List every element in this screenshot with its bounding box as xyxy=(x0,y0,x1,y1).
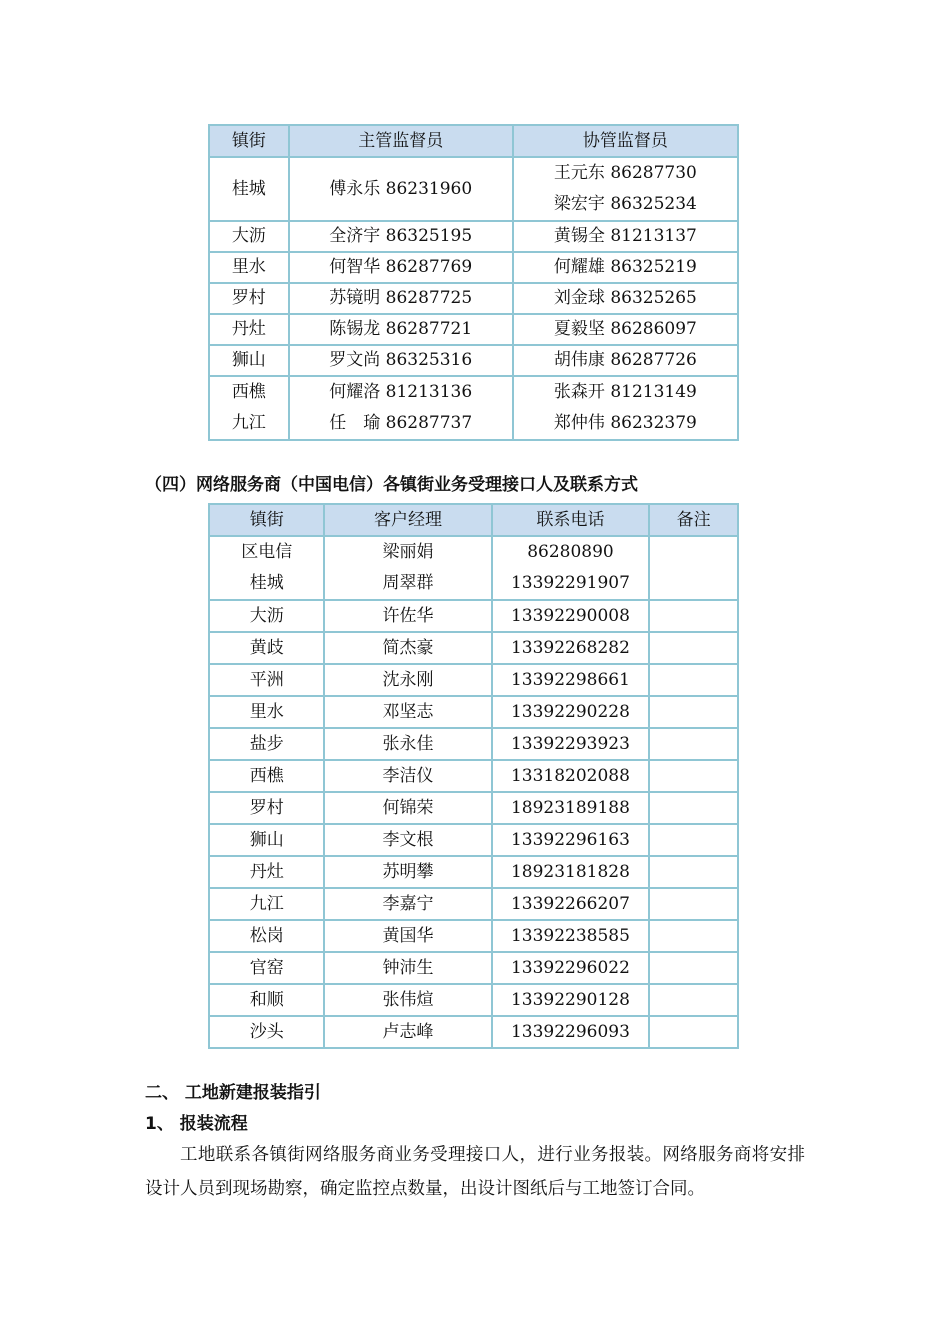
main-supervisor-cell xyxy=(289,314,513,345)
table-row xyxy=(209,314,738,345)
manager-cell xyxy=(324,664,491,696)
town-cell-line: 罗村 xyxy=(231,288,266,309)
table-row xyxy=(209,283,738,314)
town-cell-line: 平洲 xyxy=(249,669,284,690)
town-cell-line: 沙头 xyxy=(249,1021,284,1042)
manager-cell-line: 黄国华 xyxy=(382,925,434,946)
phone-cell xyxy=(492,856,650,888)
phone-cell xyxy=(492,632,650,664)
table-row xyxy=(209,760,738,792)
table-row xyxy=(209,728,738,760)
manager-cell xyxy=(324,536,491,600)
table-header-row xyxy=(209,125,738,157)
manager-cell xyxy=(324,952,491,984)
assist-supervisor-cell-line: 梁宏宇 86325234 xyxy=(553,194,697,214)
manager-cell xyxy=(324,632,491,664)
town-cell-line: 西樵 xyxy=(231,382,266,402)
table-row xyxy=(209,632,738,664)
main-supervisor-cell-line: 何智华 86287769 xyxy=(329,257,473,278)
column-header: 联系电话 xyxy=(492,504,650,536)
manager-cell xyxy=(324,984,491,1016)
table-row xyxy=(209,221,738,252)
assist-supervisor-cell-line: 黄锡全 81213137 xyxy=(553,226,697,247)
manager-cell xyxy=(324,920,491,952)
town-cell-line: 西樵 xyxy=(249,765,284,786)
town-cell-line: 黄歧 xyxy=(249,637,284,658)
town-cell xyxy=(209,314,289,345)
manager-cell-line: 邓坚志 xyxy=(382,701,434,722)
note-cell xyxy=(649,696,738,728)
column-header: 主管监督员 xyxy=(289,125,513,157)
main-supervisor-cell xyxy=(289,345,513,376)
manager-cell xyxy=(324,824,491,856)
phone-cell-line: 13392290228 xyxy=(510,701,630,722)
manager-cell xyxy=(324,728,491,760)
town-cell-line: 盐步 xyxy=(249,733,284,754)
manager-cell-line: 李洁仪 xyxy=(382,765,434,786)
phone-cell xyxy=(492,984,650,1016)
column-header: 客户经理 xyxy=(324,504,491,536)
section-4-title: （四）网络服务商（中国电信）各镇街业务受理接口人及联系方式 xyxy=(145,475,638,495)
main-supervisor-cell-line: 傅永乐 86231960 xyxy=(329,178,473,199)
main-supervisor-cell-line: 何耀洛 81213136 xyxy=(329,382,473,402)
note-cell xyxy=(649,536,738,600)
town-cell-line: 里水 xyxy=(231,257,266,278)
town-cell xyxy=(209,1016,324,1048)
manager-cell-line: 梁丽娟 xyxy=(382,542,434,562)
phone-cell-line: 18923189188 xyxy=(510,797,630,818)
town-cell xyxy=(209,157,289,221)
table-row xyxy=(209,792,738,824)
main-supervisor-cell-line: 任 瑜 86287737 xyxy=(329,413,473,433)
town-cell-line: 狮山 xyxy=(231,350,266,371)
table-row xyxy=(209,252,738,283)
assist-supervisor-cell-line: 王元东 86287730 xyxy=(553,163,697,183)
phone-cell xyxy=(492,536,650,600)
assist-supervisor-cell xyxy=(513,283,738,314)
phone-cell-line: 18923181828 xyxy=(510,861,630,882)
phone-cell-line: 13392291907 xyxy=(510,573,630,593)
phone-cell-line: 13392296022 xyxy=(510,957,630,978)
table-row xyxy=(209,664,738,696)
assist-supervisor-cell xyxy=(513,345,738,376)
phone-cell xyxy=(492,600,650,632)
town-cell-line: 罗村 xyxy=(249,797,284,818)
supervisor-table xyxy=(208,124,739,441)
note-cell xyxy=(649,824,738,856)
town-cell-line: 丹灶 xyxy=(231,319,266,340)
phone-cell-line: 13392293923 xyxy=(510,733,630,754)
table-row xyxy=(209,888,738,920)
phone-cell-line: 13392296163 xyxy=(510,829,630,850)
town-cell xyxy=(209,221,289,252)
town-cell-line: 丹灶 xyxy=(249,861,284,882)
town-cell-line: 九江 xyxy=(249,893,284,914)
town-cell-line: 官窑 xyxy=(249,957,284,978)
town-cell-line: 九江 xyxy=(231,413,266,433)
table-row xyxy=(209,824,738,856)
manager-cell-line: 简杰豪 xyxy=(382,637,434,658)
table-row xyxy=(209,376,738,440)
phone-cell xyxy=(492,920,650,952)
phone-cell xyxy=(492,728,650,760)
table-row xyxy=(209,600,738,632)
body-paragraph: 工地联系各镇街网络服务商业务受理接口人，进行业务报装。网络服务商将安排设计人员到现场勘察，确定监控点数量，出设计图纸后与工地签订合同。 xyxy=(145,1145,805,1199)
assist-supervisor-cell-line: 胡伟康 86287726 xyxy=(553,350,697,371)
manager-cell xyxy=(324,888,491,920)
manager-cell xyxy=(324,696,491,728)
town-cell xyxy=(209,984,324,1016)
manager-cell-line: 张伟煊 xyxy=(382,989,434,1010)
manager-cell xyxy=(324,856,491,888)
telecom-table-body xyxy=(209,536,738,1048)
assist-supervisor-cell xyxy=(513,252,738,283)
phone-cell xyxy=(492,696,650,728)
phone-cell-line: 13392290008 xyxy=(510,605,630,626)
manager-cell-line: 沈永刚 xyxy=(382,669,434,690)
assist-supervisor-cell-line: 刘金球 86325265 xyxy=(553,288,697,309)
note-cell xyxy=(649,600,738,632)
table-row xyxy=(209,1016,738,1048)
assist-supervisor-cell xyxy=(513,314,738,345)
town-cell-line: 和顺 xyxy=(249,989,284,1010)
town-cell xyxy=(209,600,324,632)
town-cell xyxy=(209,536,324,600)
town-cell xyxy=(209,696,324,728)
table-row xyxy=(209,696,738,728)
note-cell xyxy=(649,760,738,792)
phone-cell-line: 13392290128 xyxy=(510,989,630,1010)
phone-cell-line: 13392296093 xyxy=(510,1021,630,1042)
town-cell xyxy=(209,888,324,920)
manager-cell xyxy=(324,1016,491,1048)
town-cell xyxy=(209,856,324,888)
assist-supervisor-cell-line: 郑仲伟 86232379 xyxy=(553,413,697,433)
main-supervisor-cell xyxy=(289,283,513,314)
town-cell xyxy=(209,760,324,792)
town-cell xyxy=(209,283,289,314)
phone-cell xyxy=(492,888,650,920)
town-cell xyxy=(209,824,324,856)
column-header: 镇街 xyxy=(209,504,324,536)
town-cell-line: 大沥 xyxy=(249,605,284,626)
manager-cell xyxy=(324,760,491,792)
phone-cell xyxy=(492,952,650,984)
main-supervisor-cell xyxy=(289,221,513,252)
manager-cell-line: 钟沛生 xyxy=(382,957,434,978)
main-supervisor-cell-line: 陈锡龙 86287721 xyxy=(329,319,473,340)
note-cell xyxy=(649,632,738,664)
town-cell-line: 区电信 xyxy=(241,542,293,562)
phone-cell-line: 13392298661 xyxy=(510,669,630,690)
assist-supervisor-cell-line: 张森开 81213149 xyxy=(553,382,697,402)
assist-supervisor-cell xyxy=(513,157,738,221)
town-cell xyxy=(209,952,324,984)
table-header-row xyxy=(209,504,738,536)
supervisor-table-body xyxy=(209,157,738,440)
phone-cell-line: 13318202088 xyxy=(510,765,630,786)
town-cell-line: 松岗 xyxy=(249,925,284,946)
phone-cell-line: 13392268282 xyxy=(510,637,630,658)
telecom-contact-table xyxy=(208,503,739,1049)
note-cell xyxy=(649,792,738,824)
table-row xyxy=(209,920,738,952)
note-cell xyxy=(649,1016,738,1048)
town-cell xyxy=(209,664,324,696)
town-cell xyxy=(209,376,289,440)
note-cell xyxy=(649,952,738,984)
town-cell-line: 狮山 xyxy=(249,829,284,850)
main-supervisor-cell-line: 苏镜明 86287725 xyxy=(329,288,473,309)
manager-cell xyxy=(324,600,491,632)
manager-cell-line: 张永佳 xyxy=(382,733,434,754)
column-header: 备注 xyxy=(649,504,738,536)
main-supervisor-cell xyxy=(289,252,513,283)
manager-cell-line: 卢志峰 xyxy=(382,1021,434,1042)
town-cell-line: 桂城 xyxy=(231,178,266,199)
phone-cell xyxy=(492,824,650,856)
main-supervisor-cell xyxy=(289,376,513,440)
town-cell xyxy=(209,252,289,283)
town-cell-line: 里水 xyxy=(249,701,284,722)
town-cell xyxy=(209,920,324,952)
manager-cell-line: 许佐华 xyxy=(382,605,434,626)
note-cell xyxy=(649,728,738,760)
manager-cell-line: 李文根 xyxy=(382,829,434,850)
table-row xyxy=(209,345,738,376)
manager-cell-line: 苏明攀 xyxy=(382,861,434,882)
main-supervisor-cell-line: 罗文尚 86325316 xyxy=(329,350,473,371)
town-cell xyxy=(209,345,289,376)
section-2-title: 二、 工地新建报装指引 xyxy=(145,1083,321,1103)
town-cell xyxy=(209,792,324,824)
manager-cell-line: 何锦荣 xyxy=(382,797,434,818)
note-cell xyxy=(649,888,738,920)
phone-cell xyxy=(492,1016,650,1048)
main-supervisor-cell xyxy=(289,157,513,221)
section-2-1-title: 1、 报装流程 xyxy=(145,1114,248,1134)
column-header: 镇街 xyxy=(209,125,289,157)
manager-cell-line: 周翠群 xyxy=(382,573,434,593)
manager-cell-line: 李嘉宁 xyxy=(382,893,434,914)
phone-cell xyxy=(492,792,650,824)
note-cell xyxy=(649,856,738,888)
assist-supervisor-cell xyxy=(513,376,738,440)
note-cell xyxy=(649,984,738,1016)
table-row xyxy=(209,856,738,888)
table-row xyxy=(209,536,738,600)
phone-cell-line: 86280890 xyxy=(527,542,614,562)
assist-supervisor-cell-line: 何耀雄 86325219 xyxy=(553,257,697,278)
manager-cell xyxy=(324,792,491,824)
assist-supervisor-cell-line: 夏毅坚 86286097 xyxy=(553,319,697,340)
note-cell xyxy=(649,920,738,952)
town-cell xyxy=(209,632,324,664)
table-row xyxy=(209,157,738,221)
phone-cell-line: 13392266207 xyxy=(510,893,630,914)
phone-cell xyxy=(492,664,650,696)
note-cell xyxy=(649,664,738,696)
table-row xyxy=(209,952,738,984)
main-supervisor-cell-line: 全济宇 86325195 xyxy=(329,226,473,247)
town-cell xyxy=(209,728,324,760)
phone-cell-line: 13392238585 xyxy=(510,925,630,946)
town-cell-line: 大沥 xyxy=(231,226,266,247)
town-cell-line: 桂城 xyxy=(249,573,284,593)
assist-supervisor-cell xyxy=(513,221,738,252)
table-row xyxy=(209,984,738,1016)
phone-cell xyxy=(492,760,650,792)
column-header: 协管监督员 xyxy=(513,125,738,157)
